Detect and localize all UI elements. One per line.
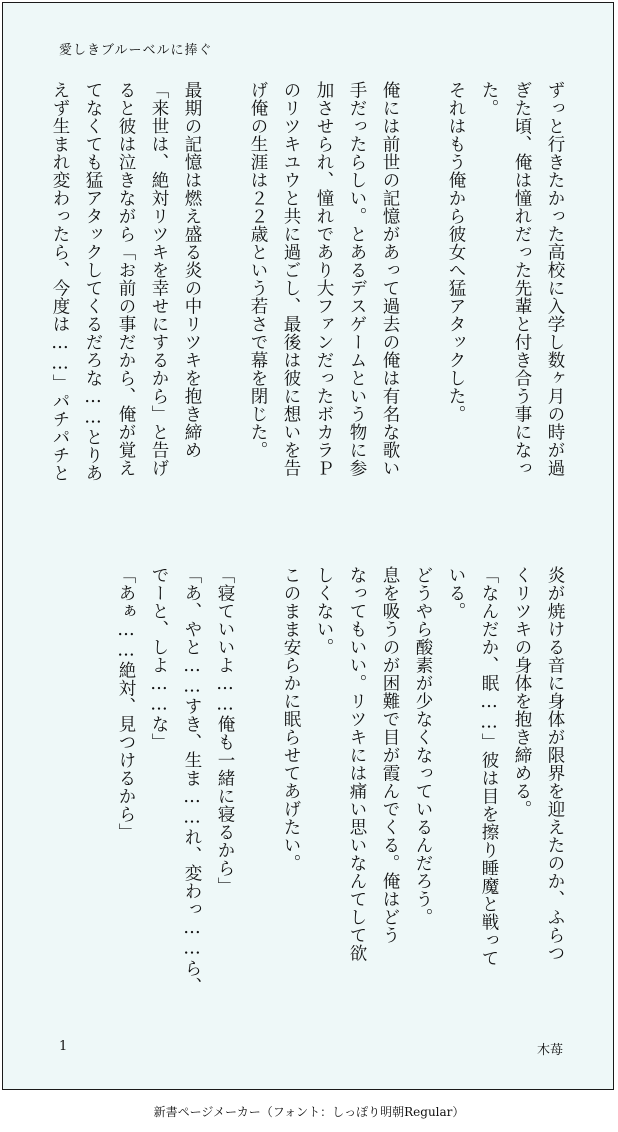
text-line: 「なんだか、眠……」彼は目を擦り睡魔と戦って [479, 566, 499, 967]
author-name: 木苺 [536, 1043, 563, 1058]
text-line: てなくても猛アタックしてくるだろな……とりあ [83, 81, 103, 482]
text-line: 息を吸うのが困難で目が霞んでくる。俺はどう [380, 566, 400, 944]
text-line: 手だったらしい。とあるデスゲームという物に参 [347, 81, 367, 477]
text-line: どうやら酸素が少なくなっているんだろう。 [413, 566, 433, 926]
text-line: 「寝ていいよ……俺も一緒に寝るから」 [215, 566, 235, 895]
text-line [208, 81, 241, 521]
text-line: 炎が焼ける音に身体が限界を迎えたのか、ふらつ [545, 566, 565, 962]
text-line: 加させられ、憧れであり大ファンだったボカラＰ [314, 81, 334, 477]
text-line: それはもう俺から彼女へ猛アタックした。 [446, 81, 466, 423]
text-line: えず生まれ変わったら、今度は……」パチパチと [50, 81, 70, 482]
manuscript-page [2, 2, 614, 1090]
text-line: いる。 [446, 566, 466, 620]
text-line: ると彼は泣きながら「お前の事だから、俺が覚え [116, 81, 136, 477]
page-title: 愛しきブルーベルに捧ぐ [59, 43, 213, 58]
text-line: のリツキユウと共に過ごし、最後は彼に想いを告 [281, 81, 301, 477]
text-line: げ俺の生涯は２２歳という若さで幕を閉じた。 [248, 81, 268, 459]
text-line: ずっと行きたかった高校に入学し数ヶ月の時が過 [545, 81, 565, 477]
page-number: 1 [59, 1039, 68, 1054]
body-text-bottom [109, 566, 571, 1021]
text-line: 「あぁ……絶対、見つけるから」 [116, 566, 136, 841]
text-line: ぎた頃、俺は憧れだった先輩と付き合う事になっ [512, 81, 532, 477]
body-text-top [43, 81, 571, 521]
text-line: 俺には前世の記憶があって過去の俺は有名な歌い [380, 81, 400, 477]
text-line: 「来世は、絶対リツキを幸せにするから」と告げ [149, 81, 169, 477]
generator-credit: 新書ページメーカー（フォント：しっぽり明朝Regular） [153, 1105, 465, 1119]
text-line: た。 [479, 81, 499, 117]
text-line: しくない。 [314, 566, 334, 656]
text-line: くリツキの身体を抱き締める。 [512, 566, 532, 818]
text-line [406, 81, 439, 521]
text-line [241, 566, 274, 1021]
text-line: なってもいい。リツキには痛い思いなんてして欲 [347, 566, 367, 962]
text-line: 「あ、やと……すき、生ま……れ、変わっ……ら、 [182, 566, 202, 995]
text-line: 最期の記憶は燃え盛る炎の中リツキを抱き締め [182, 81, 202, 459]
text-line: このまま安らかに眠らせてあげたい。 [281, 566, 301, 872]
text-line: でーと、しよ……な」 [149, 566, 169, 751]
